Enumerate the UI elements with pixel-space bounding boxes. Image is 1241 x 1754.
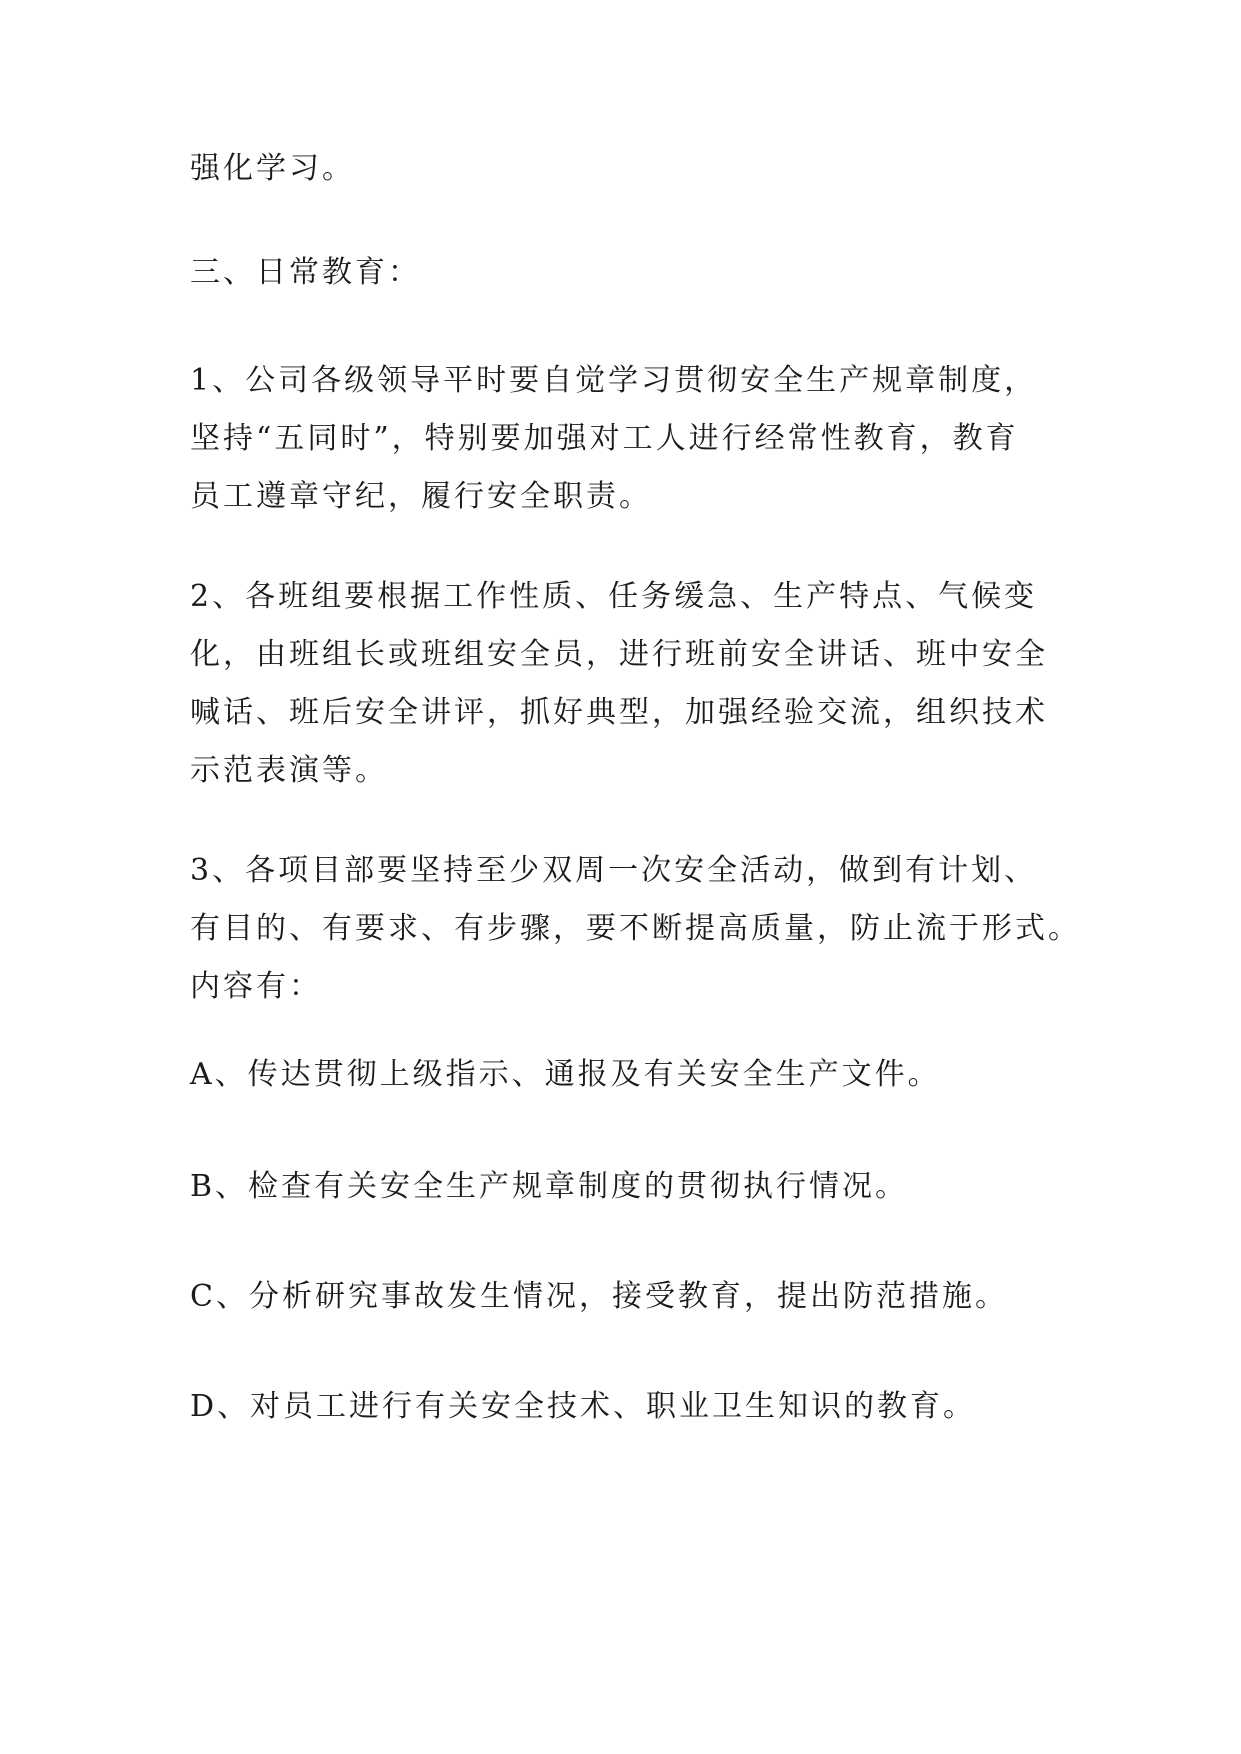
text-line: 3、各项目部要坚持至少双周一次安全活动，做到有计划、 bbox=[190, 853, 1038, 888]
text-line: C、分析研究事故发生情况，接受教育，提出防范措施。 bbox=[190, 1279, 1008, 1314]
paragraph-intro-end bbox=[190, 140, 1070, 198]
text-line: B、检查有关安全生产规章制度的贯彻执行情况。 bbox=[190, 1169, 909, 1204]
text-line: 三、日常教育： bbox=[190, 255, 421, 290]
text-line: 坚持“五同时”，特别要加强对工人进行经常性教育，教育 bbox=[190, 421, 1019, 456]
paragraph-item-1 bbox=[190, 352, 1070, 526]
paragraph-item-d bbox=[190, 1378, 1070, 1436]
paragraph-item-2 bbox=[190, 568, 1070, 800]
text-line: 2、各班组要根据工作性质、任务缓急、生产特点、气候变 bbox=[190, 579, 1038, 614]
text-line: A、传达贯彻上级指示、通报及有关安全生产文件。 bbox=[190, 1057, 941, 1092]
text-line: 员工遵章守纪，履行安全职责。 bbox=[190, 479, 652, 514]
text-line: 有目的、有要求、有步骤，要不断提高质量，防止流于形式。 bbox=[190, 911, 1081, 946]
text-line: 强化学习。 bbox=[190, 151, 355, 186]
paragraph-item-c bbox=[190, 1268, 1070, 1326]
paragraph-item-3 bbox=[190, 842, 1081, 1016]
text-line: 1、公司各级领导平时要自觉学习贯彻安全生产规章制度， bbox=[190, 363, 1038, 398]
section-heading-daily-education bbox=[190, 244, 1070, 302]
text-line: 内容有： bbox=[190, 969, 322, 1004]
text-line: D、对员工进行有关安全技术、职业卫生知识的教育。 bbox=[190, 1389, 977, 1424]
text-line: 化，由班组长或班组安全员，进行班前安全讲话、班中安全 bbox=[190, 637, 1048, 672]
text-line: 喊话、班后安全讲评，抓好典型，加强经验交流，组织技术 bbox=[190, 695, 1048, 730]
paragraph-item-a bbox=[190, 1046, 1070, 1104]
text-line: 示范表演等。 bbox=[190, 753, 388, 788]
paragraph-item-b bbox=[190, 1158, 1070, 1216]
